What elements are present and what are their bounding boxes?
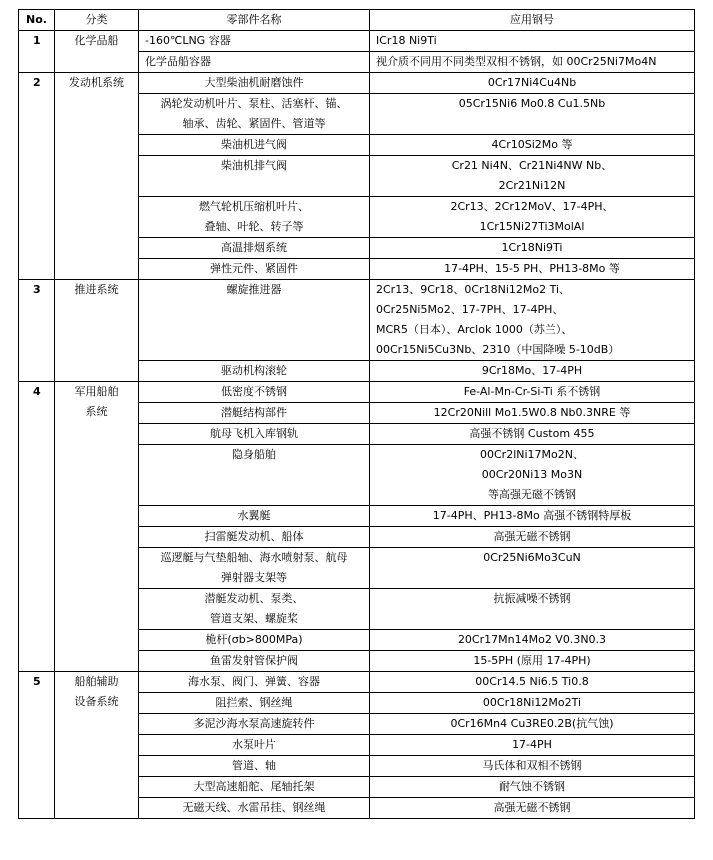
component-line: 航母飞机入库钢轨 [210, 427, 298, 440]
steel-grade-cell [370, 31, 695, 52]
table-row [19, 672, 695, 693]
component-cell [139, 756, 370, 777]
steel-grade-line: 15-5PH (原用 17-4PH) [473, 654, 591, 667]
steel-grade-line: 20Cr17Mn14Mo2 V0.3N0.3 [457, 633, 607, 646]
component-cell [139, 548, 370, 589]
steel-grade-line: 1Cr18Ni9Ti [501, 241, 563, 254]
steel-grade-cell [370, 630, 695, 651]
steel-grade-line: 17-4PH [512, 738, 552, 751]
group-category [55, 672, 139, 819]
steel-grade-cell [370, 403, 695, 424]
component-cell [139, 798, 370, 819]
steel-grade-cell [370, 651, 695, 672]
group-category [55, 31, 139, 73]
component-cell [139, 280, 370, 361]
steel-grade-line: MCR5（日本）、Arclok 1000（苏兰）、 [376, 323, 573, 336]
steel-grade-cell [370, 197, 695, 238]
steel-grade-line: 00Cr18Ni12Mo2Ti [482, 696, 582, 709]
steel-grade-cell [370, 777, 695, 798]
steel-grade-cell [370, 798, 695, 819]
steel-grade-line: 2Cr21Ni12N [498, 179, 566, 192]
steel-grade-line: 0Cr25Ni6Mo3CuN [483, 551, 581, 564]
steel-grade-cell [370, 156, 695, 197]
group-number: 1 [19, 31, 55, 73]
steel-grade-line: 2Cr13、2Cr12MoV、17-4PH、 [450, 200, 614, 213]
component-cell [139, 238, 370, 259]
group-category [55, 382, 139, 672]
component-cell [139, 672, 370, 693]
category-line: 军用船舶 [74, 385, 119, 398]
component-cell [139, 527, 370, 548]
category-line: 推进系统 [74, 283, 119, 296]
steel-grade-line: 耐气蚀不锈钢 [499, 780, 565, 793]
steel-grade-line: 0Cr25Ni5Mo2、17-7PH、17-4PH、 [376, 303, 564, 316]
steel-grade-line: 高强无磁不锈钢 [493, 801, 571, 814]
component-line: 管道支架、螺旋桨 [210, 612, 298, 625]
steel-grade-line: 00Cr2lNi17Mo2N、 [480, 448, 584, 461]
component-cell [139, 94, 370, 135]
steel-grade-line: 05Cr15Ni6 Mo0.8 Cu1.5Nb [458, 97, 606, 110]
component-line: 大型高速船舵、尾轴托架 [193, 780, 315, 793]
group-number: 2 [19, 73, 55, 280]
steel-grade-line: Fe-Al-Mn-Cr-Si-Ti 系不锈钢 [463, 385, 601, 398]
component-cell [139, 506, 370, 527]
steel-grade-line: 1Cr15Ni27Ti3MolAl [479, 220, 585, 233]
component-cell [139, 382, 370, 403]
steel-grade-cell [370, 589, 695, 630]
table-row [19, 382, 695, 403]
steel-grade-line: 17-4PH、PH13-8Mo 高强不锈钢特厚板 [432, 509, 632, 522]
steel-grade-cell [370, 424, 695, 445]
component-cell [139, 197, 370, 238]
steel-grade-cell [370, 361, 695, 382]
steel-grade-line: 马氏体和双相不锈钢 [482, 759, 582, 772]
component-line: 多泥沙海水泵高速旋转件 [193, 717, 315, 730]
group-number: 3 [19, 280, 55, 382]
component-line: 潜艇结构部件 [221, 406, 287, 419]
steel-grade-line: ICr18 Ni9Ti [376, 34, 437, 47]
component-cell [139, 714, 370, 735]
steel-grade-cell [370, 382, 695, 403]
component-cell [139, 156, 370, 197]
component-cell [139, 589, 370, 630]
group-number: 4 [19, 382, 55, 672]
component-cell [139, 777, 370, 798]
steel-grade-line: 视介质不同用不同类型双相不锈钢，如 00Cr25Ni7Mo4N [376, 55, 657, 68]
steel-application-table [18, 9, 695, 819]
component-line: 高温排烟系统 [221, 241, 287, 254]
category-line: 设备系统 [74, 695, 119, 708]
group-number: 5 [19, 672, 55, 819]
component-line: -160℃LNG 容器 [145, 34, 231, 47]
steel-grade-line: 00Cr14.5 Ni6.5 Ti0.8 [475, 675, 589, 688]
component-line: 水泵叶片 [232, 738, 276, 751]
component-cell [139, 73, 370, 94]
steel-grade-cell [370, 94, 695, 135]
component-line: 无磁天线、水雷吊挂、钢丝绳 [182, 801, 326, 814]
steel-grade-cell [370, 756, 695, 777]
steel-grade-cell [370, 548, 695, 589]
table-body [19, 31, 695, 819]
steel-grade-line: 等高强无磁不锈钢 [488, 488, 576, 501]
steel-grade-cell [370, 693, 695, 714]
group-category [55, 73, 139, 280]
component-line: 海水泵、阀门、弹簧、容器 [188, 675, 320, 688]
steel-grade-line: 17-4PH、15-5 PH、PH13-8Mo 等 [444, 262, 620, 275]
component-line: 水翼艇 [237, 509, 271, 522]
steel-grade-line: 00Cr20Ni13 Mo3N [481, 468, 583, 481]
component-line: 大型柴油机耐磨蚀件 [204, 76, 304, 89]
steel-grade-cell [370, 735, 695, 756]
component-line: 扫雷艇发动机、船体 [204, 530, 304, 543]
steel-grade-cell [370, 238, 695, 259]
steel-grade-line: Cr21 Ni4N、Cr21Ni4NW Nb、 [451, 159, 613, 172]
steel-grade-line: 高强无磁不锈钢 [493, 530, 571, 543]
component-line: 阻拦索、钢丝绳 [215, 696, 293, 709]
table-row [19, 31, 695, 52]
component-cell [139, 52, 370, 73]
component-cell [139, 259, 370, 280]
header-steel: 应用钢号 [370, 10, 695, 31]
group-category [55, 280, 139, 382]
component-line: 管道、轴 [232, 759, 276, 772]
category-line: 化学品船 [74, 34, 119, 47]
steel-grade-line: 12Cr20Nill Mo1.5W0.8 Nb0.3NRE 等 [433, 406, 631, 419]
header-no: No. [19, 10, 55, 31]
component-line: 隐身船舶 [232, 448, 276, 461]
steel-grade-cell [370, 445, 695, 506]
category-line: 系统 [85, 405, 108, 418]
steel-grade-cell [370, 714, 695, 735]
component-cell [139, 651, 370, 672]
component-line: 燃气轮机压缩机叶片、 [199, 200, 309, 213]
component-cell [139, 630, 370, 651]
steel-grade-cell [370, 52, 695, 73]
component-line: 螺旋推进器 [226, 283, 282, 296]
header-category: 分类 [55, 10, 139, 31]
steel-grade-cell [370, 73, 695, 94]
steel-grade-line: 00Cr15Ni5Cu3Nb、2310（中国降噪 5-10dB） [376, 343, 620, 356]
component-cell [139, 693, 370, 714]
steel-grade-cell [370, 506, 695, 527]
component-cell [139, 135, 370, 156]
steel-grade-line: 9Cr18Mo、17-4PH [481, 364, 583, 377]
steel-grade-line: 2Cr13、9Cr18、0Cr18Ni12Mo2 Ti、 [376, 283, 571, 296]
component-cell [139, 424, 370, 445]
category-line: 船舶辅助 [74, 675, 119, 688]
component-cell [139, 361, 370, 382]
steel-grade-cell [370, 135, 695, 156]
header-component: 零部件名称 [139, 10, 370, 31]
steel-grade-cell [370, 259, 695, 280]
component-line: 鱼雷发射管保护阀 [210, 654, 298, 667]
component-line: 低密度不锈钢 [221, 385, 287, 398]
component-line: 柴油机进气阀 [221, 138, 287, 151]
steel-grade-cell [370, 672, 695, 693]
component-cell [139, 735, 370, 756]
header-row [19, 10, 695, 31]
table-row [19, 280, 695, 361]
component-line: 桅杆(σb>800MPa) [205, 633, 303, 646]
steel-grade-line: 4Cr10Si2Mo 等 [491, 138, 573, 151]
component-cell [139, 31, 370, 52]
component-line: 化学品船容器 [145, 55, 211, 68]
component-line: 叠轴、叶轮、转子等 [204, 220, 304, 233]
component-line: 轴承、齿轮、紧固件、管道等 [182, 117, 326, 130]
component-line: 涡轮发动机叶片、泵柱、活塞杆、锚、 [160, 97, 348, 110]
component-line: 柴油机排气阀 [221, 159, 287, 172]
steel-grade-line: 抗振减噪不锈钢 [493, 592, 571, 605]
component-line: 潜艇发动机、泵类、 [204, 592, 304, 605]
steel-grade-cell [370, 280, 695, 361]
component-line: 巡逻艇与气垫船轴、海水喷射泵、航母 [160, 551, 348, 564]
steel-grade-line: 0Cr17Ni4Cu4Nb [487, 76, 577, 89]
category-line: 发动机系统 [69, 76, 124, 89]
component-line: 驱动机构滚轮 [221, 364, 287, 377]
component-line: 弹射器支架等 [221, 571, 287, 584]
component-cell [139, 403, 370, 424]
steel-grade-cell [370, 527, 695, 548]
steel-grade-line: 高强不锈钢 Custom 455 [469, 427, 595, 440]
table-row [19, 73, 695, 94]
steel-grade-line: 0Cr16Mn4 Cu3RE0.2B(抗气蚀) [450, 717, 614, 730]
component-cell [139, 445, 370, 506]
component-line: 弹性元件、紧固件 [210, 262, 298, 275]
